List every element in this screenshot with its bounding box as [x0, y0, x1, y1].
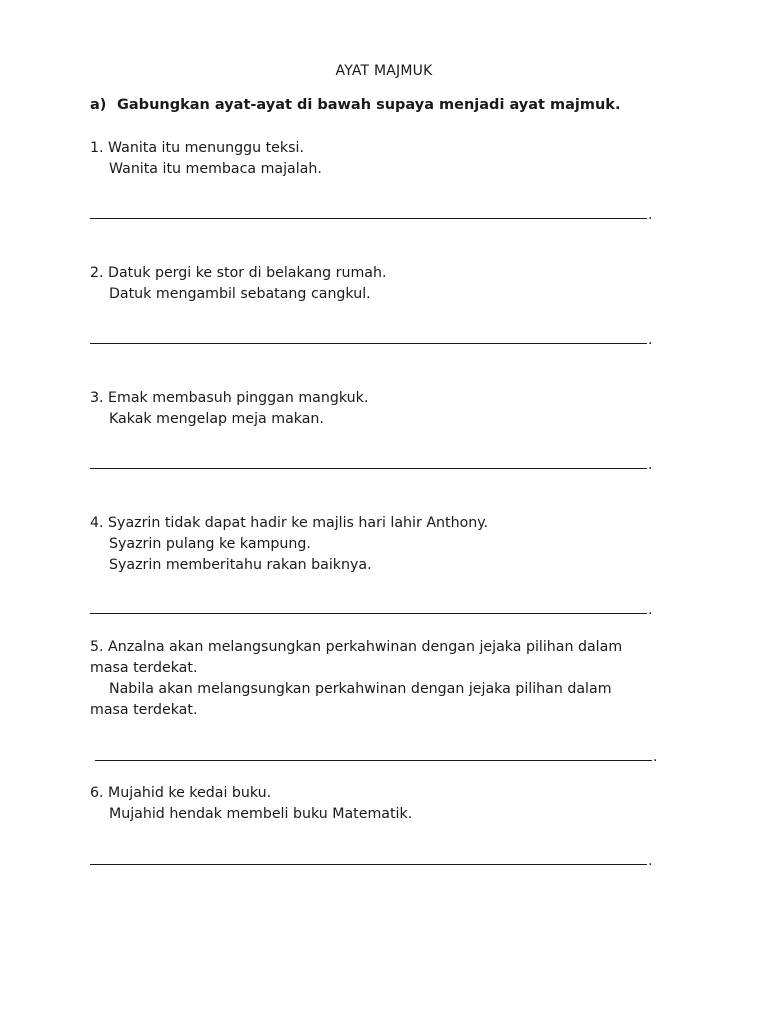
instruction-text: Gabungkan ayat-ayat di bawah supaya menjadi ayat majmuk. — [117, 97, 621, 113]
question-1-line-1: 1. Wanita itu menunggu teksi. — [90, 140, 304, 156]
question-3-line-1: 3. Emak membasuh pinggan mangkuk. — [90, 390, 369, 406]
question-4-line-1: 4. Syazrin tidak dapat hadir ke majlis hari lahir Anthony. — [90, 515, 489, 531]
question-2-line-2: Datuk mengambil sebatang cangkul. — [109, 286, 371, 302]
question-4-line-3: Syazrin memberitahu rakan baiknya. — [109, 557, 372, 573]
question-5 — [90, 637, 670, 721]
answer-rule — [90, 218, 647, 219]
instruction — [90, 97, 620, 113]
answer-full-stop: . — [648, 602, 653, 618]
answer-line-3[interactable] — [90, 455, 660, 473]
question-3 — [90, 388, 670, 430]
answer-rule — [90, 613, 647, 614]
question-5-line-3: Nabila akan melangsungkan perkahwinan dengan jejaka pilihan dalam — [109, 681, 612, 697]
answer-full-stop: . — [648, 332, 653, 348]
answer-full-stop: . — [648, 853, 653, 869]
question-6-line-2: Mujahid hendak membeli buku Matematik. — [109, 806, 413, 822]
answer-rule — [95, 760, 652, 761]
question-1 — [90, 138, 670, 180]
question-6 — [90, 783, 670, 825]
answer-line-2[interactable] — [90, 330, 660, 348]
answer-line-1[interactable] — [90, 205, 660, 223]
question-2 — [90, 263, 670, 305]
answer-rule — [90, 468, 647, 469]
question-3-line-2: Kakak mengelap meja makan. — [109, 411, 324, 427]
question-4-line-2: Syazrin pulang ke kampung. — [109, 536, 311, 552]
question-2-line-1: 2. Datuk pergi ke stor di belakang rumah. — [90, 265, 387, 281]
answer-line-4[interactable] — [90, 600, 660, 618]
question-4 — [90, 513, 670, 576]
answer-full-stop: . — [648, 207, 653, 223]
question-1-line-2: Wanita itu membaca majalah. — [109, 161, 322, 177]
worksheet-title: AYAT MAJMUK — [335, 63, 433, 79]
answer-full-stop: . — [653, 749, 658, 765]
instruction-marker: a) — [90, 97, 107, 113]
answer-rule — [90, 864, 647, 865]
question-5-line-2: masa terdekat. — [90, 660, 198, 676]
answer-rule — [90, 343, 647, 344]
answer-line-6[interactable] — [90, 851, 660, 869]
question-5-line-1: 5. Anzalna akan melangsungkan perkahwinan dengan jejaka pilihan dalam — [90, 639, 623, 655]
answer-line-5[interactable] — [95, 747, 665, 765]
question-6-line-1: 6. Mujahid ke kedai buku. — [90, 785, 272, 801]
answer-full-stop: . — [648, 457, 653, 473]
question-5-line-4: masa terdekat. — [90, 702, 198, 718]
